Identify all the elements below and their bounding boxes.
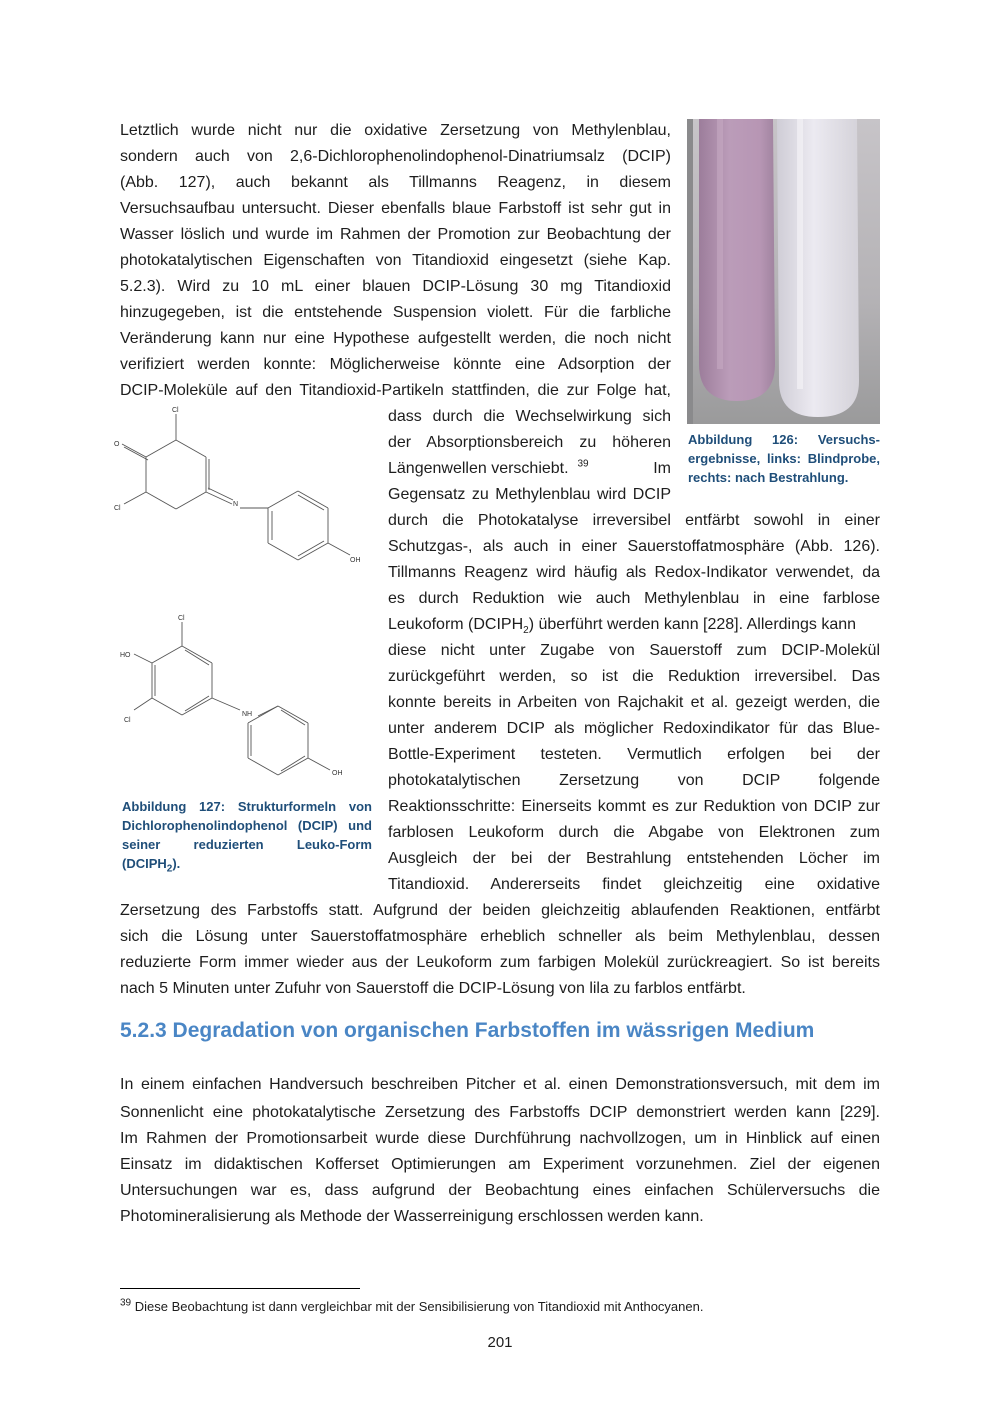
text-line: nach 5 Minuten unter Zufuhr von Sauerstoff die DCIP-Lösung von lila zu farblos entfärbt.	[120, 980, 746, 997]
text-line: photokatalytischen Eigenschaften von Titandioxid eingesetzt (siehe Kap.	[120, 252, 671, 269]
text-line	[388, 612, 880, 638]
text-line: Letztlich wurde nicht nur die oxidative Zersetzung von Methylenblau,	[120, 122, 671, 139]
text-line: verifiziert werden konnte: Möglicherweise könnte eine Adsorption der	[120, 356, 671, 373]
text-line: es durch Reduktion wie auch Methylenblau in eine farblose	[388, 590, 880, 607]
caption-line: Abbildung 127: Strukturformeln von	[122, 799, 372, 814]
test-tube-image	[687, 119, 880, 424]
text-line: farblosen Leukoform durch die Abgabe von Elektronen zum	[388, 824, 880, 841]
caption-line: ergebnisse, links: Blindprobe,	[688, 451, 880, 466]
text-fragment: (DCIPH	[122, 856, 167, 871]
text-line: Bottle-Experiment testeten. Vermutlich erfolgen bei der	[388, 746, 880, 763]
subscript: 2	[166, 863, 173, 875]
text-line: Versuchsaufbau untersucht. Dieser ebenfalls blaue Farbstoff ist sehr gut in	[120, 200, 671, 217]
text-line: 5.2.3). Wird zu 10 mL einer blauen DCIP-Lösung 30 mg Titandioxid	[120, 278, 671, 295]
text-line: Im Rahmen der Promotionsarbeit wurde diese Durchführung nachvollzogen, um in Hinblick auf einen	[120, 1130, 880, 1147]
text-line: dass durch die Wechselwirkung sich	[388, 408, 671, 425]
text-line: In einem einfachen Handversuch beschreiben Pitcher et al. einen Demonstrationsversuch, mit dem im	[120, 1076, 880, 1093]
dciph2-structure	[110, 610, 370, 785]
text-line: Veränderung kann nur eine Hypothese aufgestellt werden, die noch nicht	[120, 330, 671, 347]
section-heading: 5.2.3 Degradation von organischen Farbstoffen im wässrigen Medium	[120, 1019, 815, 1042]
atom-label: Cl	[172, 407, 179, 414]
atom-label: OH	[332, 770, 343, 777]
caption-line: seiner reduzierten Leuko-Form	[122, 837, 372, 852]
caption-line: rechts: nach Bestrahlung.	[688, 470, 849, 485]
footnote-text: Diese Beobachtung ist dann vergleichbar mit der Sensibilisierung von Titandioxid mit Anthocyanen.	[134, 1299, 704, 1314]
text-line: Gegensatz zu Methylenblau wird DCIP	[388, 486, 671, 503]
text-fragment: Längenwellen verschiebt.	[388, 460, 569, 477]
text-line: Einsatz im didaktischen Kofferset Optimierungen am Experiment vorzunehmen. Ziel der eigenen	[120, 1156, 880, 1173]
text-line: Untersuchungen war es, dass aufgrund der Beobachtung eines einfachen Schülerversuchs die	[120, 1182, 880, 1199]
text-line: Schutzgas-, als auch in einer Sauerstoffatmosphäre (Abb. 126).	[388, 538, 880, 555]
atom-label: HO	[120, 652, 131, 659]
text-line: der Absorptionsbereich zu höheren	[388, 434, 671, 451]
text-line: hinzugegeben, ist die entstehende Suspension violett. Für die farbliche	[120, 304, 671, 321]
text-line: konnte bereits in Arbeiten von Rajchakit et al. gezeigt werden, die	[388, 694, 880, 711]
atom-label: N	[233, 501, 239, 508]
text-line: Zersetzung des Farbstoffs statt. Aufgrund der beiden gleichzeitig ablaufenden Reaktionen, entfärbt	[120, 902, 880, 919]
test-tube-photo	[687, 119, 880, 424]
text-line: Photomineralisierung als Methode der Wasserreinigung erschlossen werden kann.	[120, 1208, 704, 1225]
page-number: 201	[487, 1334, 513, 1351]
atom-label: OH	[350, 557, 361, 564]
figure-126-caption	[688, 430, 880, 487]
text-line: sich die Lösung unter Sauerstoffatmosphäre erheblich schneller als beim Methylenblau, dessen	[120, 928, 880, 945]
atom-label: O	[114, 441, 120, 448]
text-fragment: Im	[653, 460, 671, 477]
caption-line	[122, 854, 372, 873]
text-line: sondern auch von 2,6-Dichlorophenolindophenol-Dinatriumsalz (DCIP)	[120, 148, 671, 165]
text-line: Wasser löslich und wurde im Rahmen der Promotion zur Beobachtung der	[120, 226, 671, 243]
text-fragment: ).	[172, 856, 181, 871]
text-line: Reaktionsschritte: Einerseits kommt es zur Reduktion von DCIP zur	[388, 798, 880, 815]
text-line: DCIP-Moleküle auf den Titandioxid-Partikeln stattfinden, die zur Folge hat,	[120, 382, 671, 399]
footnote-marker[interactable]: 39	[577, 458, 589, 470]
atom-label: Cl	[178, 615, 185, 622]
caption-line: Abbildung 126: Versuchs-	[688, 432, 880, 447]
text-line: durch die Photokatalyse irreversibel entfärbt sowohl in einer	[388, 512, 880, 529]
footnote	[120, 1297, 703, 1317]
text-line: Sonnenlicht eine photokatalytische Zersetzung des Farbstoffs DCIP demonstriert werden kann [229].	[120, 1104, 880, 1121]
subscript: 2	[523, 625, 529, 637]
footnote-number: 39	[120, 1297, 132, 1309]
text-fragment: ) überführt werden kann [228]. Allerdings kann	[528, 616, 857, 633]
atom-label: Cl	[124, 717, 131, 724]
text-line: (Abb. 127), auch bekannt als Tillmanns Reagenz, in diesem	[120, 174, 671, 191]
text-line	[388, 456, 671, 482]
caption-line: Dichlorophenolindophenol (DCIP) und	[122, 818, 372, 833]
text-line: photokatalytischen Zersetzung von DCIP folgende	[388, 772, 880, 789]
text-line: Titandioxid. Andererseits findet gleichzeitig eine oxidative	[388, 876, 880, 893]
footnote-separator	[120, 1288, 360, 1289]
text-line: reduzierte Form immer wieder aus der Leukoform zum farbigen Molekül zurückreagiert. So ist bereits	[120, 954, 880, 971]
atom-label: NH	[242, 711, 253, 718]
dcip-structure	[110, 400, 370, 575]
text-fragment: Leukoform (DCIPH	[388, 616, 524, 633]
figure-127-caption	[122, 797, 372, 873]
text-line: unter anderem DCIP als möglicher Redoxindikator für das Blue-	[388, 720, 880, 737]
text-line: zurückgeführt werden, so ist die Reduktion irreversibel. Das	[388, 668, 880, 685]
text-line: Tillmanns Reagenz wird häufig als Redox-Indikator verwendet, da	[388, 564, 880, 581]
text-line: Ausgleich der bei der Bestrahlung entstehenden Löcher im	[388, 850, 880, 867]
atom-label: Cl	[114, 505, 121, 512]
text-line: diese nicht unter Zugabe von Sauerstoff zum DCIP-Molekül	[388, 642, 880, 659]
